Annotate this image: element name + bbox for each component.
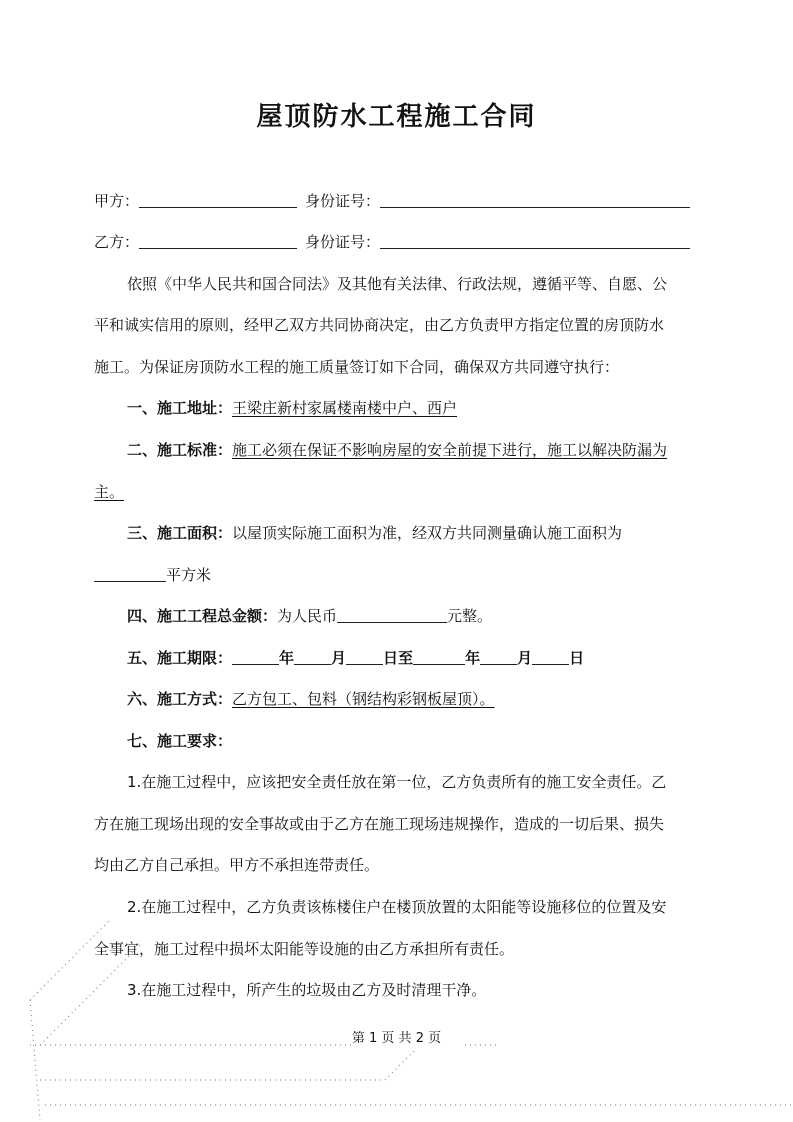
item-5-year-2: 年 xyxy=(465,649,481,667)
party-a-id-label: 身份证号： xyxy=(305,192,381,210)
item-4-amount xyxy=(127,605,492,627)
start-day-blank xyxy=(346,650,383,665)
item-2-value-line-1: 施工必须在保证不影响房屋的安全前提下进行，施工以解决防漏为 xyxy=(232,441,668,459)
item-1-value: 王梁庄新村家属楼南楼中户、西户 xyxy=(232,399,458,417)
item-5-month-1: 月 xyxy=(331,649,347,667)
item-5-year-1: 年 xyxy=(279,649,295,667)
start-month-blank xyxy=(294,650,331,665)
item-2-label: 二、施工标准： xyxy=(127,441,233,459)
item-6-method xyxy=(127,688,495,710)
item-3-area-line-2 xyxy=(94,564,211,586)
intro-line-2: 平和诚实信用的原则，经甲乙双方共同协商决定，由乙方负责甲方指定位置的房顶防水 xyxy=(94,316,665,334)
intro-line-1: 依照《中华人民共和国合同法》及其他有关法律、行政法规，遵循平等、自愿、公 xyxy=(127,275,668,293)
req-1-line-1: 1.在施工过程中，应该把安全责任放在第一位，乙方负责所有的施工安全责任。乙 xyxy=(127,773,667,791)
item-1-label: 一、施工地址： xyxy=(127,399,233,417)
item-3-text: 以屋顶实际施工面积为准，经双方共同测量确认施工面积为 xyxy=(232,524,623,542)
item-7-label: 七、施工要求： xyxy=(127,732,233,750)
party-a-id-blank xyxy=(380,193,690,208)
item-6-label: 六、施工方式： xyxy=(127,690,233,708)
item-5-day-2: 日 xyxy=(569,649,585,667)
party-a-label: 甲方： xyxy=(94,192,140,210)
item-4-label: 四、施工工程总金额： xyxy=(127,607,278,625)
item-5-label: 五、施工期限： xyxy=(127,649,233,667)
req-2-line-2: 全事宜，施工过程中损坏太阳能等设施的由乙方承担所有责任。 xyxy=(94,940,515,958)
item-5-period xyxy=(127,647,584,669)
end-day-blank xyxy=(532,650,569,665)
item-4-suffix: 元整。 xyxy=(447,607,493,625)
item-3-area xyxy=(127,522,622,544)
party-a-row xyxy=(94,190,690,212)
party-b-label: 乙方： xyxy=(94,233,140,251)
start-year-blank xyxy=(232,650,279,665)
intro-line-3: 施工。为保证房顶防水工程的施工质量签订如下合同，确保双方共同遵守执行： xyxy=(94,358,620,376)
item-5-month-2: 月 xyxy=(517,649,533,667)
document-title: 屋顶防水工程施工合同 xyxy=(256,102,537,132)
item-6-value: 乙方包工、包料（钢结构彩钢板屋顶）。 xyxy=(232,690,495,708)
end-year-blank xyxy=(413,650,465,665)
item-2-standard xyxy=(127,439,667,461)
req-1-line-3: 均由乙方自己承担。甲方不承担连带责任。 xyxy=(94,856,380,874)
party-b-row xyxy=(94,231,690,253)
party-b-id-blank xyxy=(380,234,690,249)
req-2-line-1: 2.在施工过程中，乙方负责该栋楼住户在楼顶放置的太阳能等设施移位的位置及安 xyxy=(127,898,667,916)
party-b-id-label: 身份证号： xyxy=(305,233,381,251)
party-a-name-blank xyxy=(139,193,297,208)
req-3-line-1: 3.在施工过程中，所产生的垃圾由乙方及时清理干净。 xyxy=(127,981,487,999)
item-3-unit: 平方米 xyxy=(166,566,212,584)
item-1-address xyxy=(127,397,457,419)
amount-blank xyxy=(337,608,447,623)
req-1-line-2: 方在施工现场出现的安全事故或由于乙方在施工现场违规操作，造成的一切后果、损失 xyxy=(94,815,665,833)
item-2-value-line-2: 主。 xyxy=(94,483,125,501)
item-4-prefix: 为人民币 xyxy=(277,607,338,625)
item-3-label: 三、施工面积： xyxy=(127,524,233,542)
end-month-blank xyxy=(480,650,517,665)
item-5-day-1: 日至 xyxy=(383,649,414,667)
page-footer: 第 1 页 共 2 页 xyxy=(351,1031,442,1046)
party-b-name-blank xyxy=(139,234,297,249)
area-blank xyxy=(94,567,166,582)
